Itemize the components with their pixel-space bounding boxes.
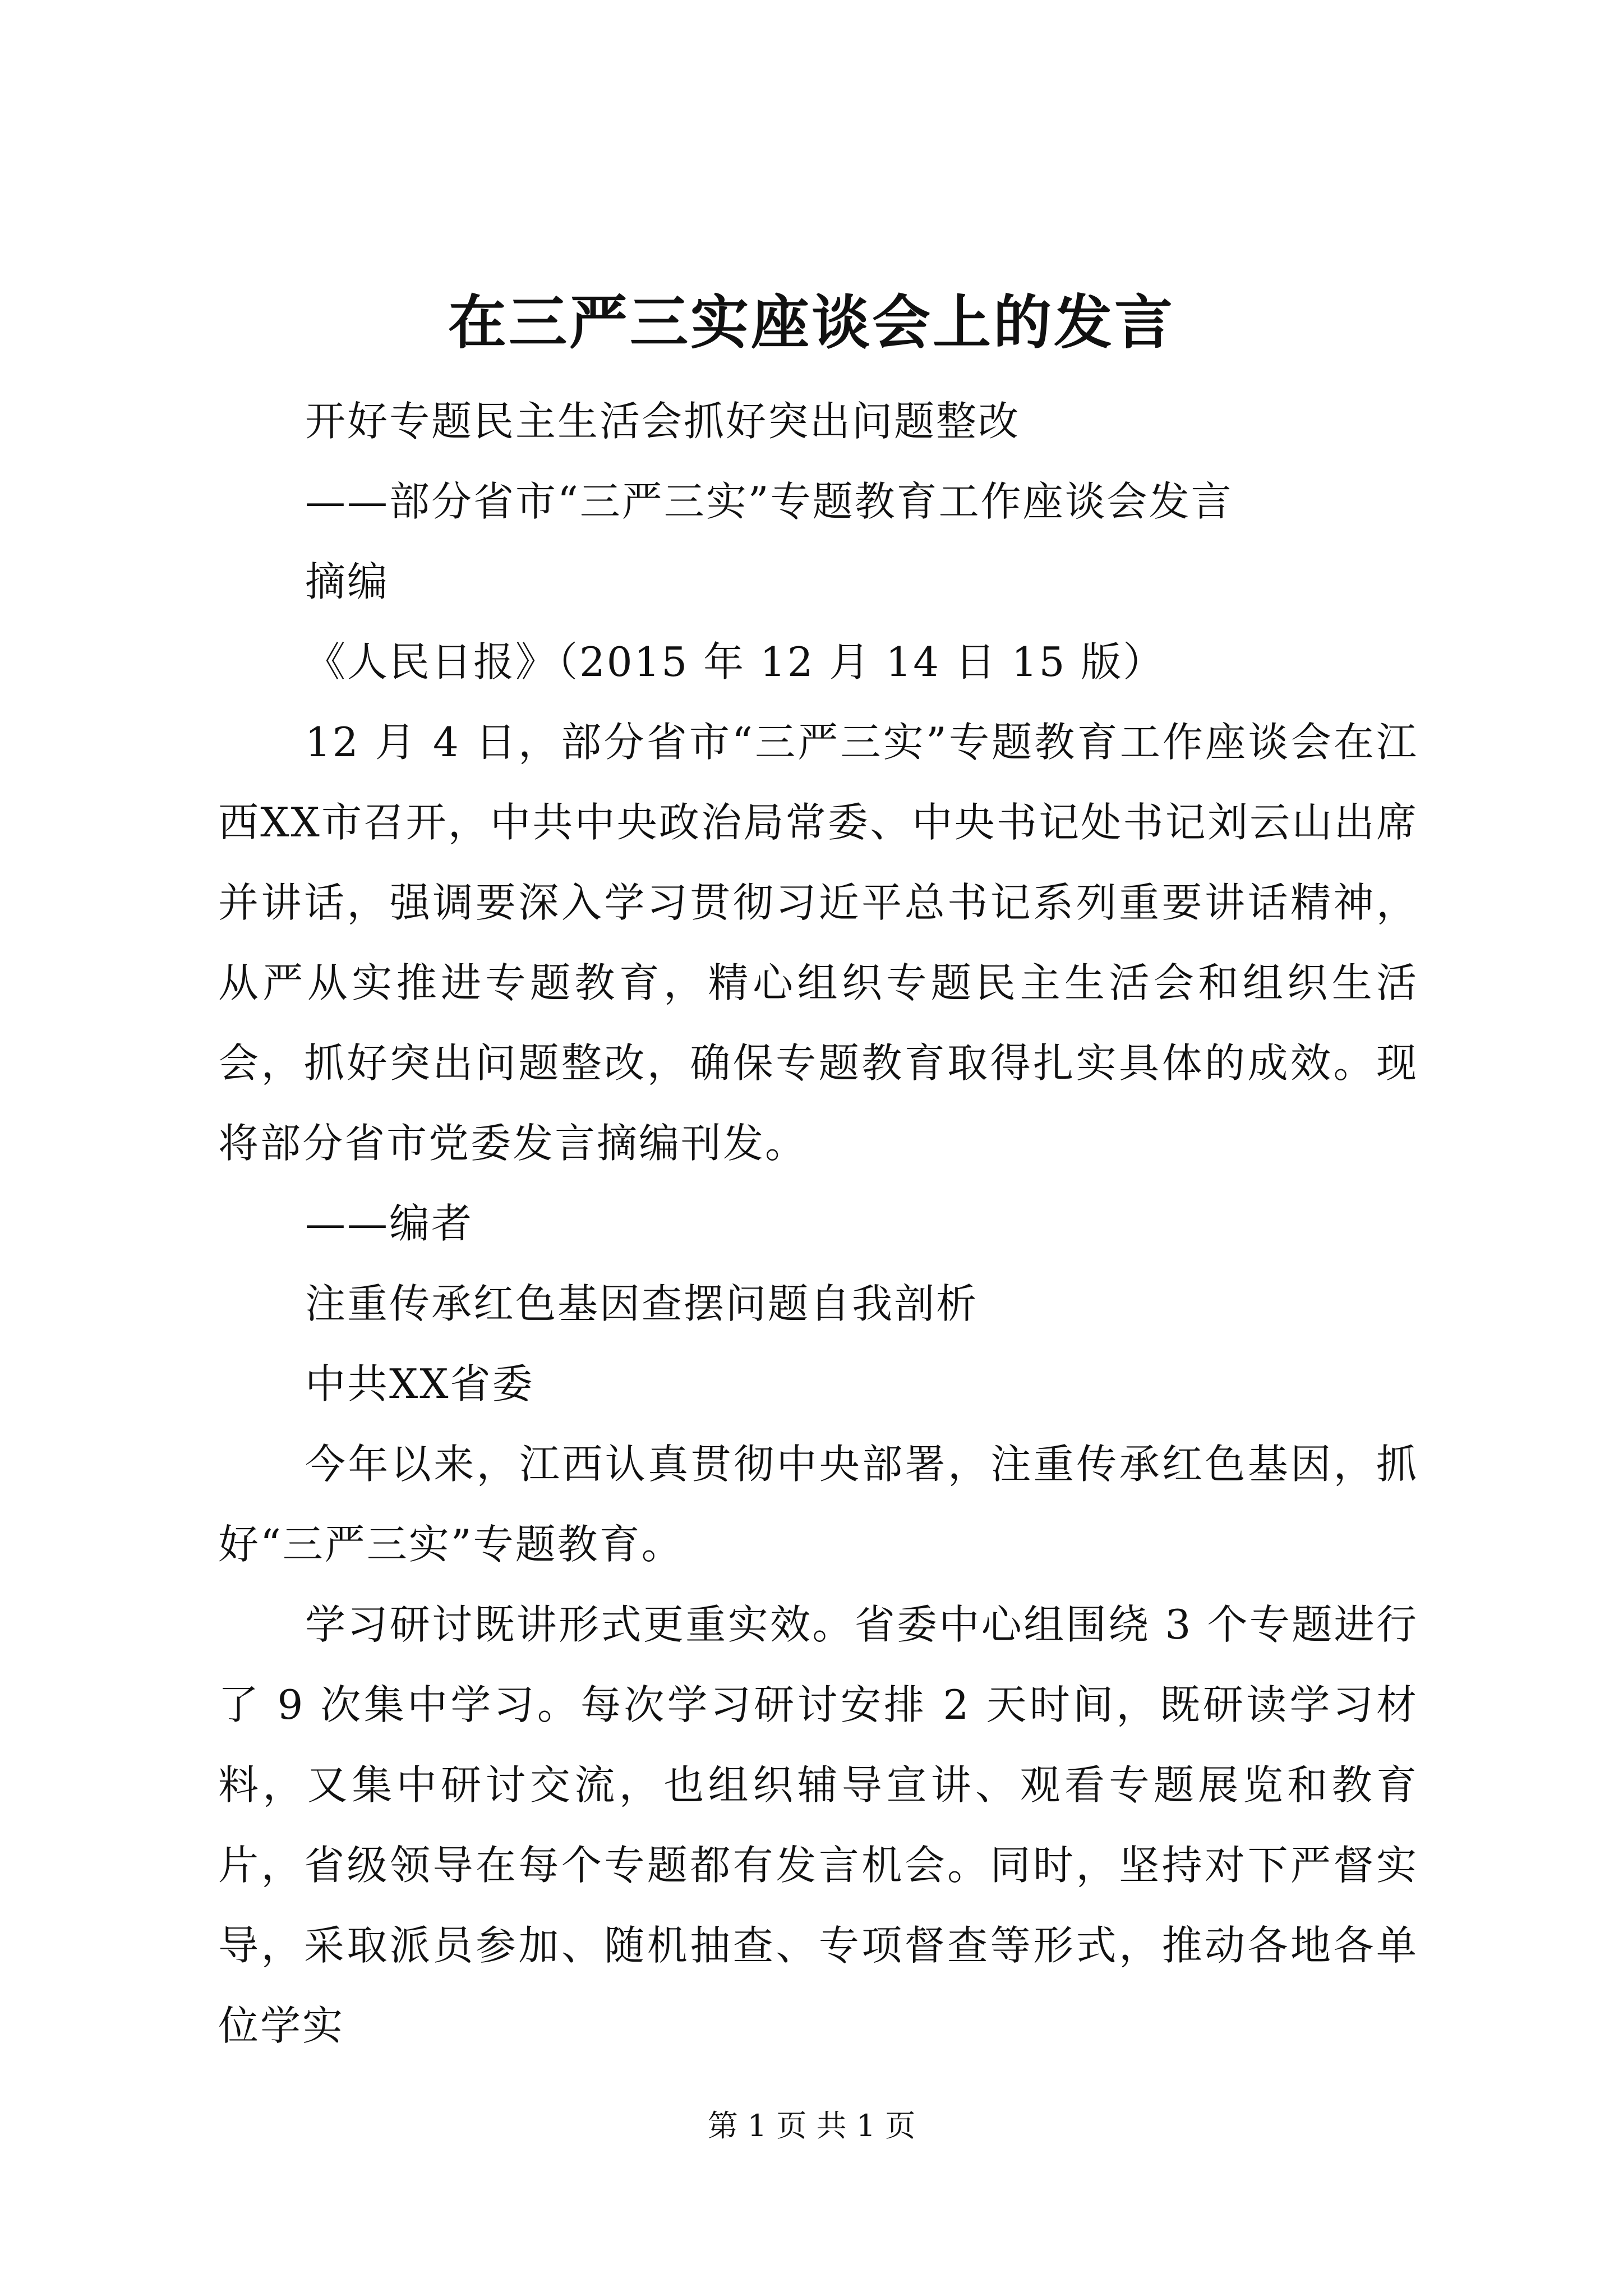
document-body [218, 381, 1418, 2066]
section-author: 中共XX省委 [305, 1360, 534, 1407]
excerpt-label: 摘编 [305, 558, 390, 605]
document-title: 在三严三实座谈会上的发言 [448, 288, 1175, 357]
source-line: 《人民日报》（2015 年 12 月 14 日 15 版） [305, 638, 1165, 685]
editor-note: ——编者 [305, 1200, 474, 1247]
section-title: 注重传承红色基因查摆问题自我剖析 [305, 1280, 979, 1327]
subtitle: 开好专题民主生活会抓好突出问题整改 [305, 398, 1021, 445]
page-number-footer: 第 1 页 共 1 页 [707, 2108, 916, 2143]
sub-subtitle: ——部分省市“三严三实”专题教育工作座谈会发言 [305, 478, 1233, 525]
body-paragraph: 学习研讨既讲形式更重实效。省委中心组围绕 3 个专题进行了 9 次集中学习。每次学习研讨安排 2 天时间，既研读学习材料，又集中研讨交流，也组织辅导宣讲、观看专题展览和教育片，省级领导在每个专题都有发言机会。同时，坚持对下严督实导，采取派员参加、随机抽查、专项督查等形式，推动各地各单位学实 [218, 1601, 1418, 2049]
intro-paragraph: 12 月 4 日，部分省市“三严三实”专题教育工作座谈会在江西XX市召开，中共中央政治局常委、中央书记处书记刘云山出席并讲话，强调要深入学习贯彻习近平总书记系列重要讲话精神，从严从实推进专题教育，精心组织专题民主生活会和组织生活会，抓好突出问题整改，确保专题教育取得扎实具体的成效。现将部分省市党委发言摘编刊发。 [218, 719, 1418, 1167]
body-paragraph: 今年以来，江西认真贯彻中央部署，注重传承红色基因，抓好“三严三实”专题教育。 [218, 1441, 1418, 1568]
